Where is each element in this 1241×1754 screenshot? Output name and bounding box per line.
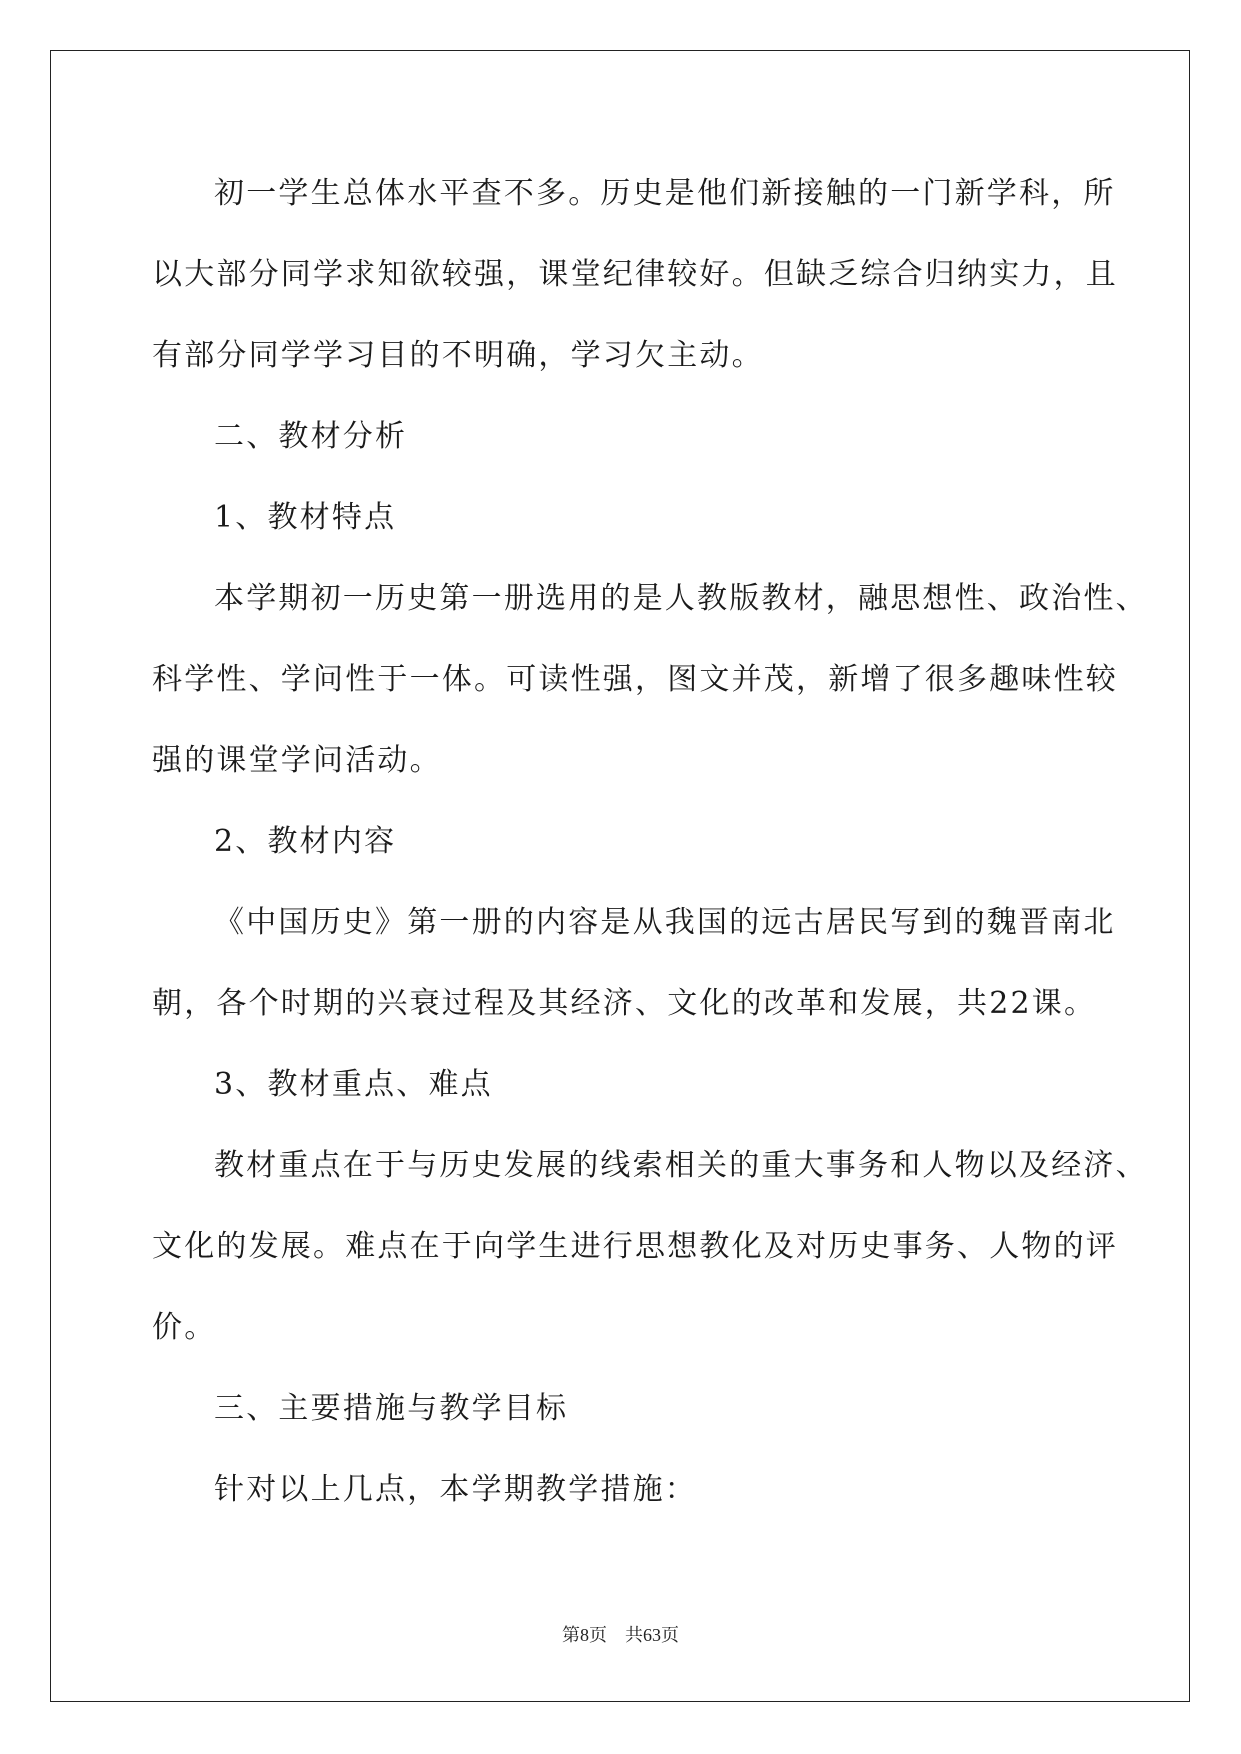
text-line: 强的课堂学问活动。: [152, 743, 442, 778]
text-line: 针对以上几点，本学期教学措施：: [214, 1472, 697, 1507]
text-line: 《中国历史》第一册的内容是从我国的远古居民写到的魏晋南北: [214, 905, 1116, 940]
text-line: 教材重点在于与历史发展的线索相关的重大事务和人物以及经济、: [214, 1148, 1148, 1183]
page-number: 第8页: [562, 1625, 607, 1645]
text-line: 价。: [152, 1310, 217, 1345]
text-line: 朝，各个时期的兴衰过程及其经济、文化的改革和发展，共22课。: [152, 986, 1097, 1021]
text-line: 有部分同学学习目的不明确，学习欠主动。: [152, 338, 764, 373]
subsection-heading: 3、教材重点、难点: [214, 1067, 493, 1102]
text-line: 本学期初一历史第一册选用的是人教版教材，融思想性、政治性、: [214, 581, 1148, 616]
page-total: 共63页: [625, 1625, 679, 1645]
section-heading: 三、主要措施与教学目标: [214, 1391, 569, 1426]
text-line: 科学性、学问性于一体。可读性强，图文并茂，新增了很多趣味性较: [152, 662, 1118, 697]
section-heading: 二、教材分析: [214, 419, 408, 454]
page-footer: [0, 1621, 1241, 1647]
document-body: [152, 166, 1148, 1543]
text-line: 以大部分同学求知欲较强，课堂纪律较好。但缺乏综合归纳实力，且: [152, 257, 1118, 292]
text-line: 文化的发展。难点在于向学生进行思想教化及对历史事务、人物的评: [152, 1229, 1118, 1264]
subsection-heading: 1、教材特点: [214, 500, 397, 535]
subsection-heading: 2、教材内容: [214, 824, 397, 859]
text-line: 初一学生总体水平查不多。历史是他们新接触的一门新学科，所: [214, 176, 1116, 211]
